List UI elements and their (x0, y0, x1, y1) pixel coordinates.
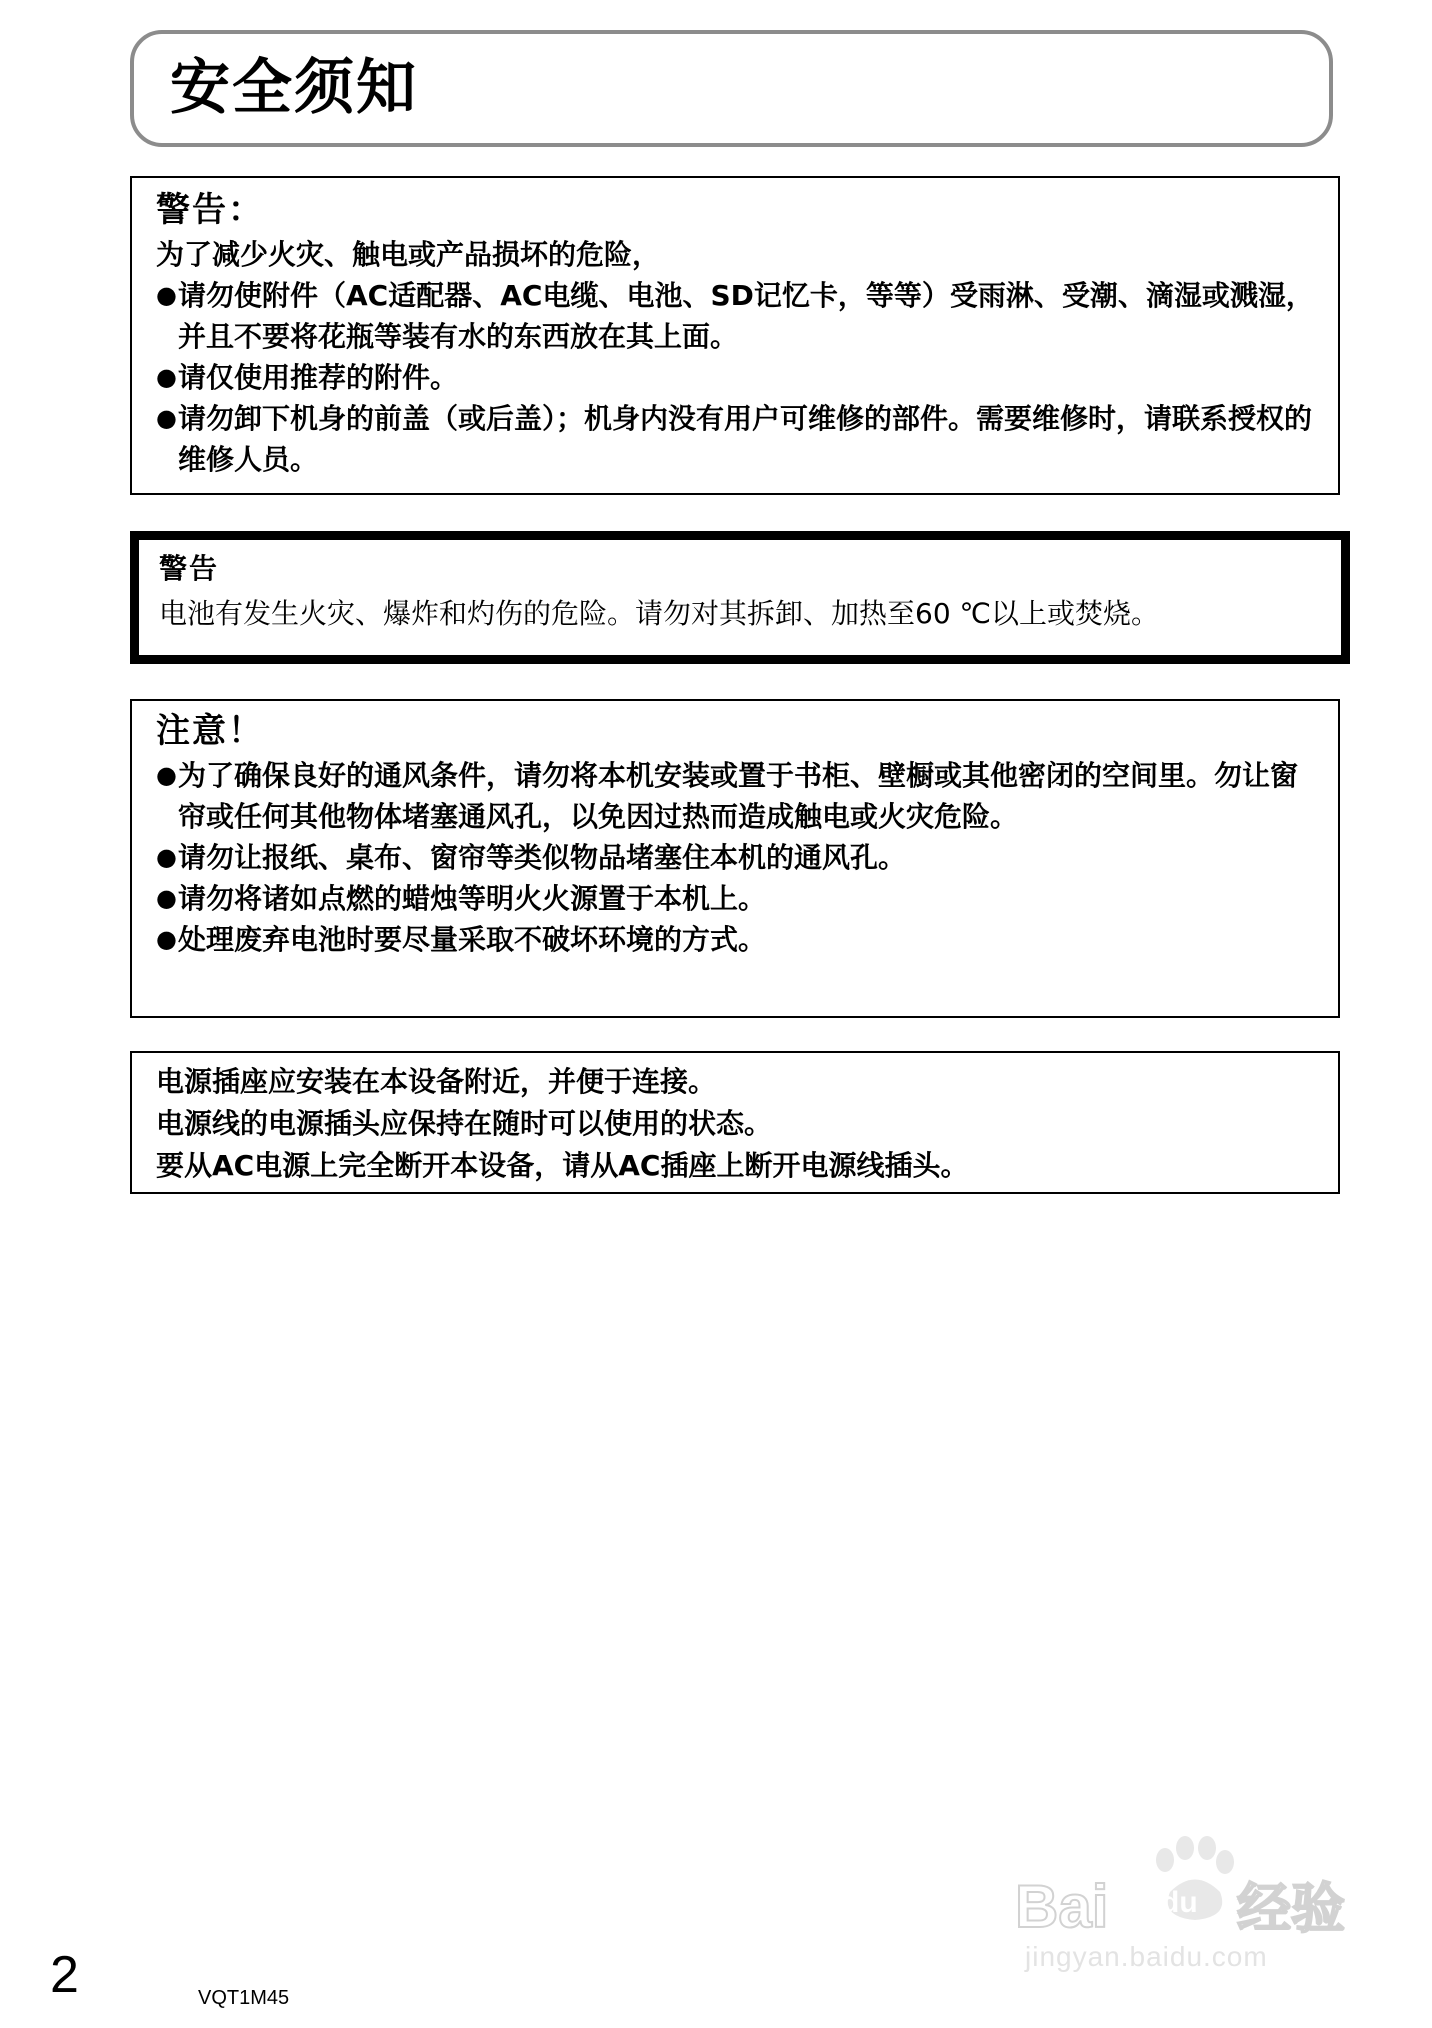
battery-warning-text: 电池有发生火灾、爆炸和灼伤的危险。请勿对其拆卸、加热至60 ℃以上或焚烧。 (159, 597, 1159, 630)
bullet-icon: ● (156, 843, 177, 871)
page-title: 安全须知 (170, 53, 418, 123)
warning-title: 警告： (156, 190, 264, 230)
bullet-icon: ● (156, 363, 177, 391)
page-number: 2 (50, 1946, 79, 2004)
list-item (156, 275, 1318, 357)
power-lines (156, 1061, 968, 1187)
bullet-icon: ● (156, 281, 177, 309)
document-code: VQT1M45 (198, 1987, 290, 2009)
list-item-text: 请勿卸下机身的前盖（或后盖）；机身内没有用户可维修的部件。需要维修时，请联系授权的维修人员。 (178, 402, 1313, 476)
list-item (156, 878, 1318, 919)
list-item-text: 处理废弃电池时要尽量采取不破坏环境的方式。 (178, 923, 767, 956)
watermark-url: jingyan.baidu.com (1025, 1941, 1268, 1972)
bullet-icon: ● (156, 925, 177, 953)
warning-intro: 为了减少火灾、触电或产品损坏的危险， (156, 238, 661, 271)
list-item (156, 398, 1318, 480)
watermark-text: 经验 (1237, 1877, 1345, 1940)
list-item (156, 755, 1318, 837)
list-item (156, 357, 1318, 398)
battery-warning-title: 警告 (159, 552, 220, 585)
baidu-logo-icon (1015, 1832, 1355, 1942)
caution-section (130, 699, 1340, 1018)
caution-title: 注意！ (156, 711, 264, 751)
baidu-watermark (1015, 1832, 1355, 2002)
power-line: 要从AC电源上完全断开本设备，请从AC插座上断开电源线插头。 (156, 1149, 969, 1182)
battery-warning-section (130, 531, 1350, 664)
bullet-icon: ● (156, 761, 177, 789)
list-item-text: 请勿将诸如点燃的蜡烛等明火火源置于本机上。 (178, 882, 767, 915)
title-box (130, 30, 1333, 147)
bullet-icon: ● (156, 404, 177, 432)
list-item (156, 837, 1318, 878)
warning-list (156, 275, 1318, 480)
list-item (156, 919, 1318, 960)
list-item-text: 为了确保良好的通风条件，请勿将本机安装或置于书柜、壁橱或其他密闭的空间里。勿让窗帘或任何其他物体堵塞通风孔，以免因过热而造成触电或火灾危险。 (178, 759, 1299, 833)
list-item-text: 请仅使用推荐的附件。 (178, 361, 459, 394)
power-section (130, 1051, 1340, 1194)
bullet-icon: ● (156, 884, 177, 912)
caution-list (156, 755, 1318, 960)
power-line: 电源线的电源插头应保持在随时可以使用的状态。 (156, 1107, 773, 1140)
list-item-text: 请勿使附件（AC适配器、AC电缆、电池、SD记忆卡，等等）受雨淋、受潮、滴湿或溅湿，并且不要将花瓶等装有水的东西放在其上面。 (178, 279, 1314, 353)
watermark-text: du (1161, 1886, 1198, 1919)
power-line: 电源插座应安装在本设备附近，并便于连接。 (156, 1065, 717, 1098)
warning-section (130, 176, 1340, 495)
watermark-text: Bai (1015, 1873, 1109, 1940)
list-item-text: 请勿让报纸、桌布、窗帘等类似物品堵塞住本机的通风孔。 (178, 841, 907, 874)
